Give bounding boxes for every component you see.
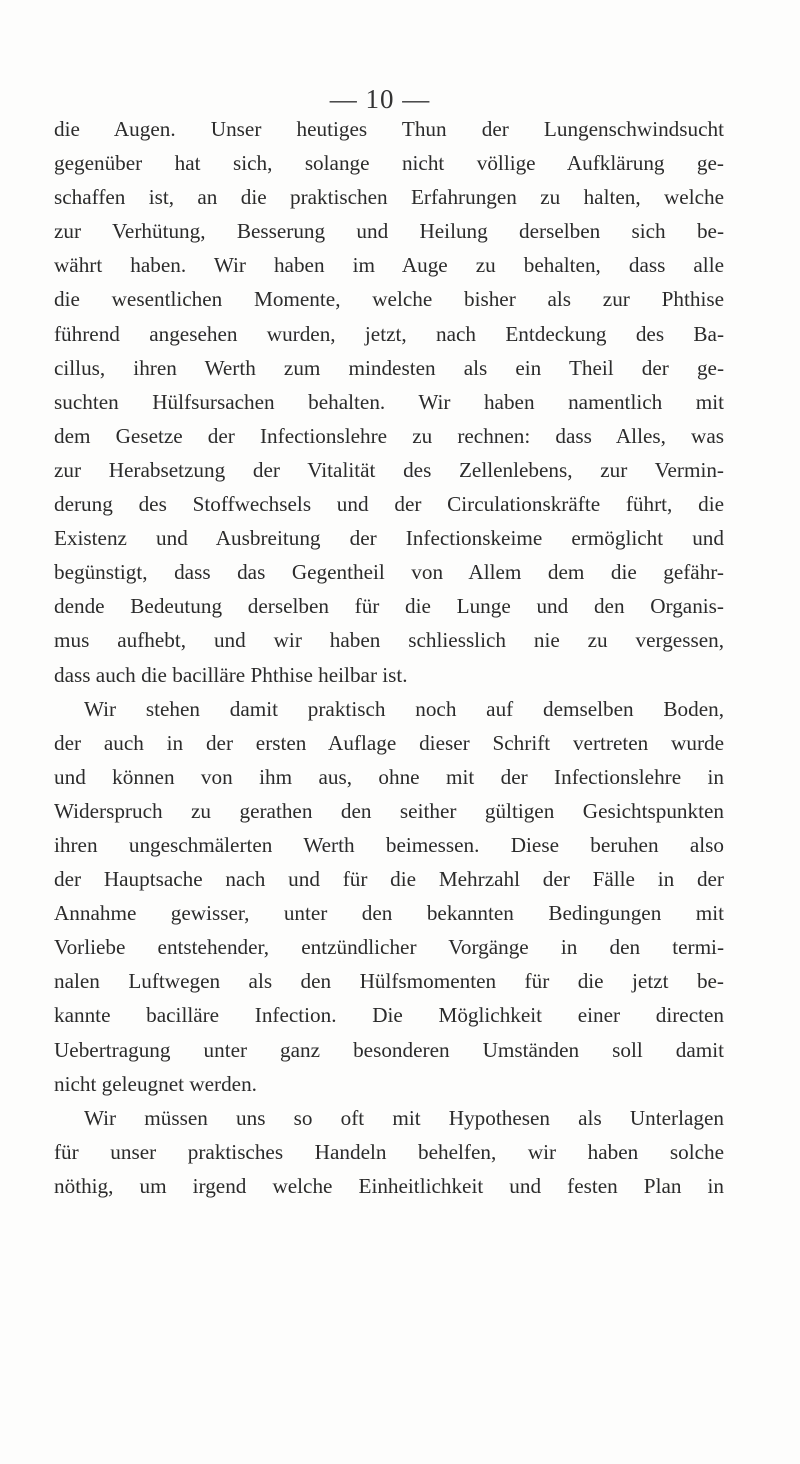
text-line: nalen Luftwegen als den Hülfsmomenten für die jetzt be- bbox=[54, 969, 724, 994]
text-line: zur Herabsetzung der Vitalität des Zellenlebens, zur Vermin- bbox=[54, 457, 724, 482]
text-line: ihren ungeschmälerten Werth beimessen. Diese beruhen also bbox=[54, 832, 724, 857]
text-line: gegenüber hat sich, solange nicht völlige Aufklärung ge- bbox=[54, 151, 724, 176]
text-line: und können von ihm aus, ohne mit der Infectionslehre in bbox=[54, 764, 724, 789]
text-line: mus aufhebt, und wir haben schliesslich nie zu vergessen, bbox=[54, 628, 724, 653]
text-line: Widerspruch zu gerathen den seither gültigen Gesichtspunkten bbox=[54, 798, 724, 823]
text-line: der Hauptsache nach und für die Mehrzahl der Fälle in der bbox=[54, 867, 724, 892]
body-text bbox=[54, 112, 724, 1203]
text-line: der auch in der ersten Auflage dieser Schrift vertreten wurde bbox=[54, 730, 724, 755]
page-number: — 10 — bbox=[329, 84, 431, 114]
paragraph-start-line: Wir müssen uns so oft mit Hypothesen als Unterlagen bbox=[84, 1105, 724, 1130]
text-line: suchten Hülfsursachen behalten. Wir haben namentlich mit bbox=[54, 389, 724, 414]
text-line: schaffen ist, an die praktischen Erfahrungen zu halten, welche bbox=[54, 185, 724, 210]
text-line: begünstigt, dass das Gegentheil von Allem dem die gefähr- bbox=[54, 560, 724, 585]
paragraph-end-line: dass auch die bacilläre Phthise heilbar ist. bbox=[54, 662, 408, 687]
text-line: zur Verhütung, Besserung und Heilung derselben sich be- bbox=[54, 219, 724, 244]
text-line: Vorliebe entstehender, entzündlicher Vorgänge in den termi- bbox=[54, 935, 724, 960]
text-line: währt haben. Wir haben im Auge zu behalten, dass alle bbox=[54, 253, 724, 278]
text-line: für unser praktisches Handeln behelfen, wir haben solche bbox=[54, 1139, 724, 1164]
text-line: Uebertragung unter ganz besonderen Umständen soll damit bbox=[54, 1037, 724, 1062]
paragraph-end-line: nicht geleugnet werden. bbox=[54, 1071, 257, 1096]
text-line: kannte bacilläre Infection. Die Möglichkeit einer directen bbox=[54, 1003, 724, 1028]
text-line: nöthig, um irgend welche Einheitlichkeit und festen Plan in bbox=[54, 1173, 724, 1198]
text-line: die wesentlichen Momente, welche bisher als zur Phthise bbox=[54, 287, 724, 312]
text-line: dende Bedeutung derselben für die Lunge und den Organis- bbox=[54, 594, 724, 619]
text-line: die Augen. Unser heutiges Thun der Lungenschwindsucht bbox=[54, 117, 724, 141]
paragraph-start-line: Wir stehen damit praktisch noch auf demselben Boden, bbox=[84, 696, 724, 721]
text-line: derung des Stoffwechsels und der Circulationskräfte führt, die bbox=[54, 492, 724, 517]
text-line: Annahme gewisser, unter den bekannten Bedingungen mit bbox=[54, 901, 724, 926]
text-line: dem Gesetze der Infectionslehre zu rechnen: dass Alles, was bbox=[54, 423, 724, 448]
text-line: cillus, ihren Werth zum mindesten als ein Theil der ge- bbox=[54, 355, 724, 380]
text-line: führend angesehen wurden, jetzt, nach Entdeckung des Ba- bbox=[54, 321, 724, 346]
text-line: Existenz und Ausbreitung der Infectionskeime ermöglicht und bbox=[54, 526, 724, 551]
